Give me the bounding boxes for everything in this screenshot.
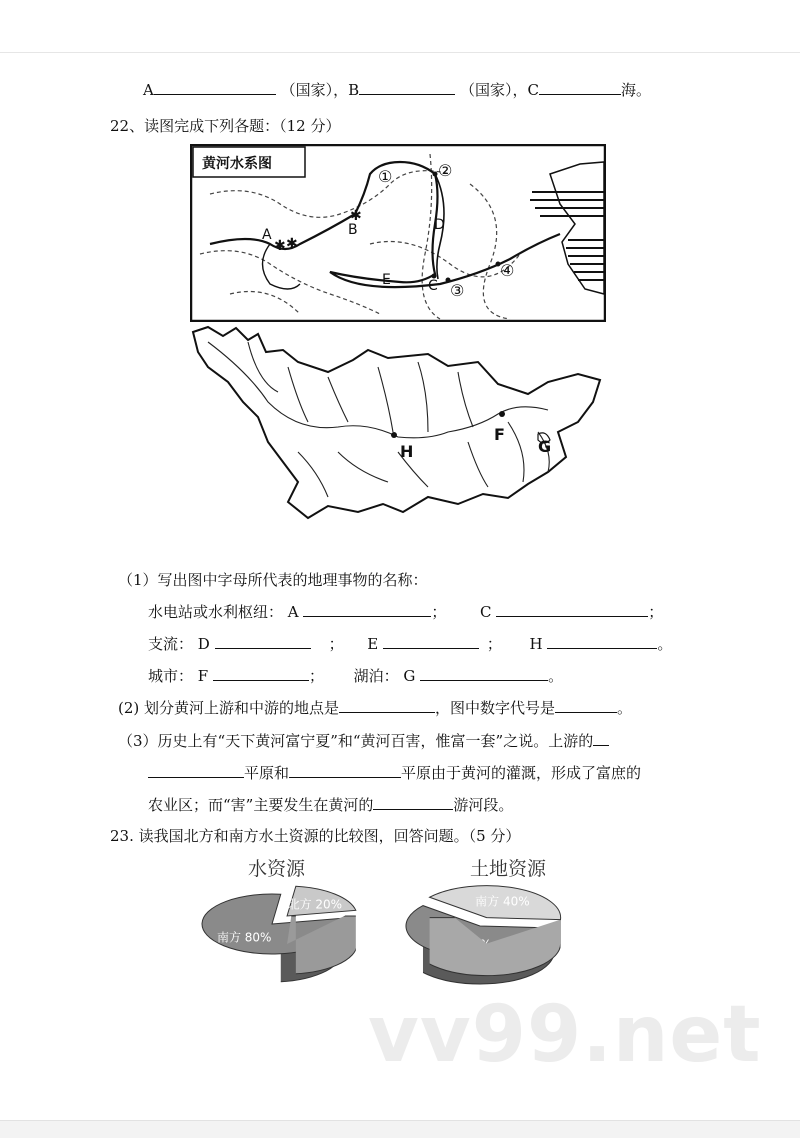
blank-p3-reach[interactable]: [373, 795, 453, 810]
blank-trib-e[interactable]: [383, 634, 479, 649]
map-letter-c: C: [428, 278, 438, 294]
blank-q21-c[interactable]: [539, 80, 621, 95]
semicolon: ；: [648, 603, 664, 621]
lake-g-label: G: [403, 667, 416, 685]
q23-heading: 23. 读我国北方和南方水土资源的比较图，回答问题。（5 分）: [110, 827, 521, 845]
blank-q21-b[interactable]: [359, 80, 455, 95]
q22-p1-tributary-line: [148, 634, 672, 654]
q22-p3-line2: [148, 763, 641, 783]
yangtze-letter-g: G: [538, 437, 552, 456]
water-chart-title: 水资源: [248, 858, 306, 880]
blank-p3-plain2[interactable]: [289, 763, 401, 778]
period: 。: [617, 699, 633, 717]
q22-p1-intro: （1）写出图中字母所代表的地理事物的名称：: [118, 571, 428, 589]
blank-p3-tail[interactable]: [593, 731, 609, 746]
q21-country-paren-b: （国家），: [459, 81, 528, 99]
city-label: 城市：: [148, 667, 194, 685]
yangtze-letter-f: F: [494, 425, 505, 444]
map-title: 黄河水系图: [202, 156, 272, 172]
page-top-rule: [0, 52, 800, 53]
map-letter-b: B: [348, 222, 358, 238]
svg-text:✱: ✱: [286, 236, 298, 252]
q22-heading: 22、读图完成下列各题：（12 分）: [110, 117, 341, 135]
blank-city-f[interactable]: [213, 666, 309, 681]
yangtze-letter-h: H: [400, 442, 414, 461]
watermark-text: vv99.net: [368, 990, 762, 1080]
semicolon: ；: [328, 635, 344, 653]
map-number-4: ④: [500, 261, 515, 280]
q21-country-paren-a: （国家），: [280, 81, 349, 99]
semicolon: ；: [431, 603, 447, 621]
blank-p2-number[interactable]: [555, 698, 617, 713]
tributary-label: 支流：: [148, 635, 194, 653]
yellow-river-map: [190, 144, 606, 322]
map-number-2: ②: [438, 161, 453, 180]
pie-1-label-1: 南方 40%: [475, 894, 530, 909]
yangtze-basin-map: [188, 322, 606, 522]
q22-p1-hydro-line: [148, 602, 663, 622]
p3-line3-pre: 农业区；而“害”主要发生在黄河的: [148, 796, 374, 814]
map-number-1: ①: [378, 167, 393, 186]
hydro-a-label: A: [287, 603, 299, 621]
period: 。: [548, 667, 564, 685]
blank-lake-g[interactable]: [420, 666, 548, 681]
trib-e-label: E: [367, 635, 379, 653]
q21-label-a: A: [143, 81, 154, 99]
trib-d-label: D: [197, 635, 210, 653]
map-letter-a: A: [262, 227, 272, 243]
p3-line1: （3）历史上有“天下黄河富宁夏”和“黄河百害，惟富一套”之说。上游的: [118, 732, 594, 750]
svg-text:✱: ✱: [274, 238, 286, 254]
map-letter-e: E: [382, 272, 391, 288]
semicolon: ；: [309, 667, 325, 685]
trib-h-label: H: [529, 635, 543, 653]
period: 。: [657, 635, 673, 653]
blank-trib-h[interactable]: [547, 634, 657, 649]
blank-q21-a[interactable]: [154, 80, 276, 95]
p3-plain2: 平原由于黄河的灌溉，形成了富庶的: [401, 764, 642, 782]
blank-p3-plain1[interactable]: [148, 763, 244, 778]
land-chart-title: 土地资源: [470, 858, 547, 880]
p3-plain1: 平原和: [244, 764, 290, 782]
q22-p3-line3: [148, 795, 513, 815]
q22-p3-line1: [118, 731, 609, 751]
page-bottom-bar: [0, 1120, 800, 1138]
hydro-c-label: C: [480, 603, 492, 621]
q21-label-b: B: [348, 81, 360, 99]
blank-hydro-c[interactable]: [496, 602, 648, 617]
blank-hydro-a[interactable]: [303, 602, 431, 617]
p2-mid: ，图中数字代号是: [435, 699, 556, 717]
p2-pre: (2) 划分黄河上游和中游的地点是: [118, 699, 340, 717]
map-number-3: ③: [450, 281, 465, 300]
pie-0-label-0: 南方 80%: [216, 930, 272, 945]
q21-sea: 海。: [620, 81, 651, 99]
blank-p2-place[interactable]: [339, 698, 435, 713]
map-letter-d: D: [434, 217, 445, 233]
hydro-label: 水电站或水利枢纽：: [148, 603, 284, 621]
blank-trib-d[interactable]: [215, 634, 311, 649]
pie-0-label-1: 北方 20%: [287, 897, 343, 912]
semicolon: ；: [486, 635, 502, 653]
lake-label: 湖泊：: [353, 667, 399, 685]
q21-label-c: C: [527, 81, 539, 99]
p3-line3-post: 游河段。: [453, 796, 514, 814]
q22-p1-city-lake-line: [148, 666, 563, 686]
svg-text:✱: ✱: [350, 208, 362, 224]
city-f-label: F: [197, 667, 209, 685]
q22-p2-line: [118, 698, 632, 718]
q21-answer-line: [143, 80, 651, 100]
